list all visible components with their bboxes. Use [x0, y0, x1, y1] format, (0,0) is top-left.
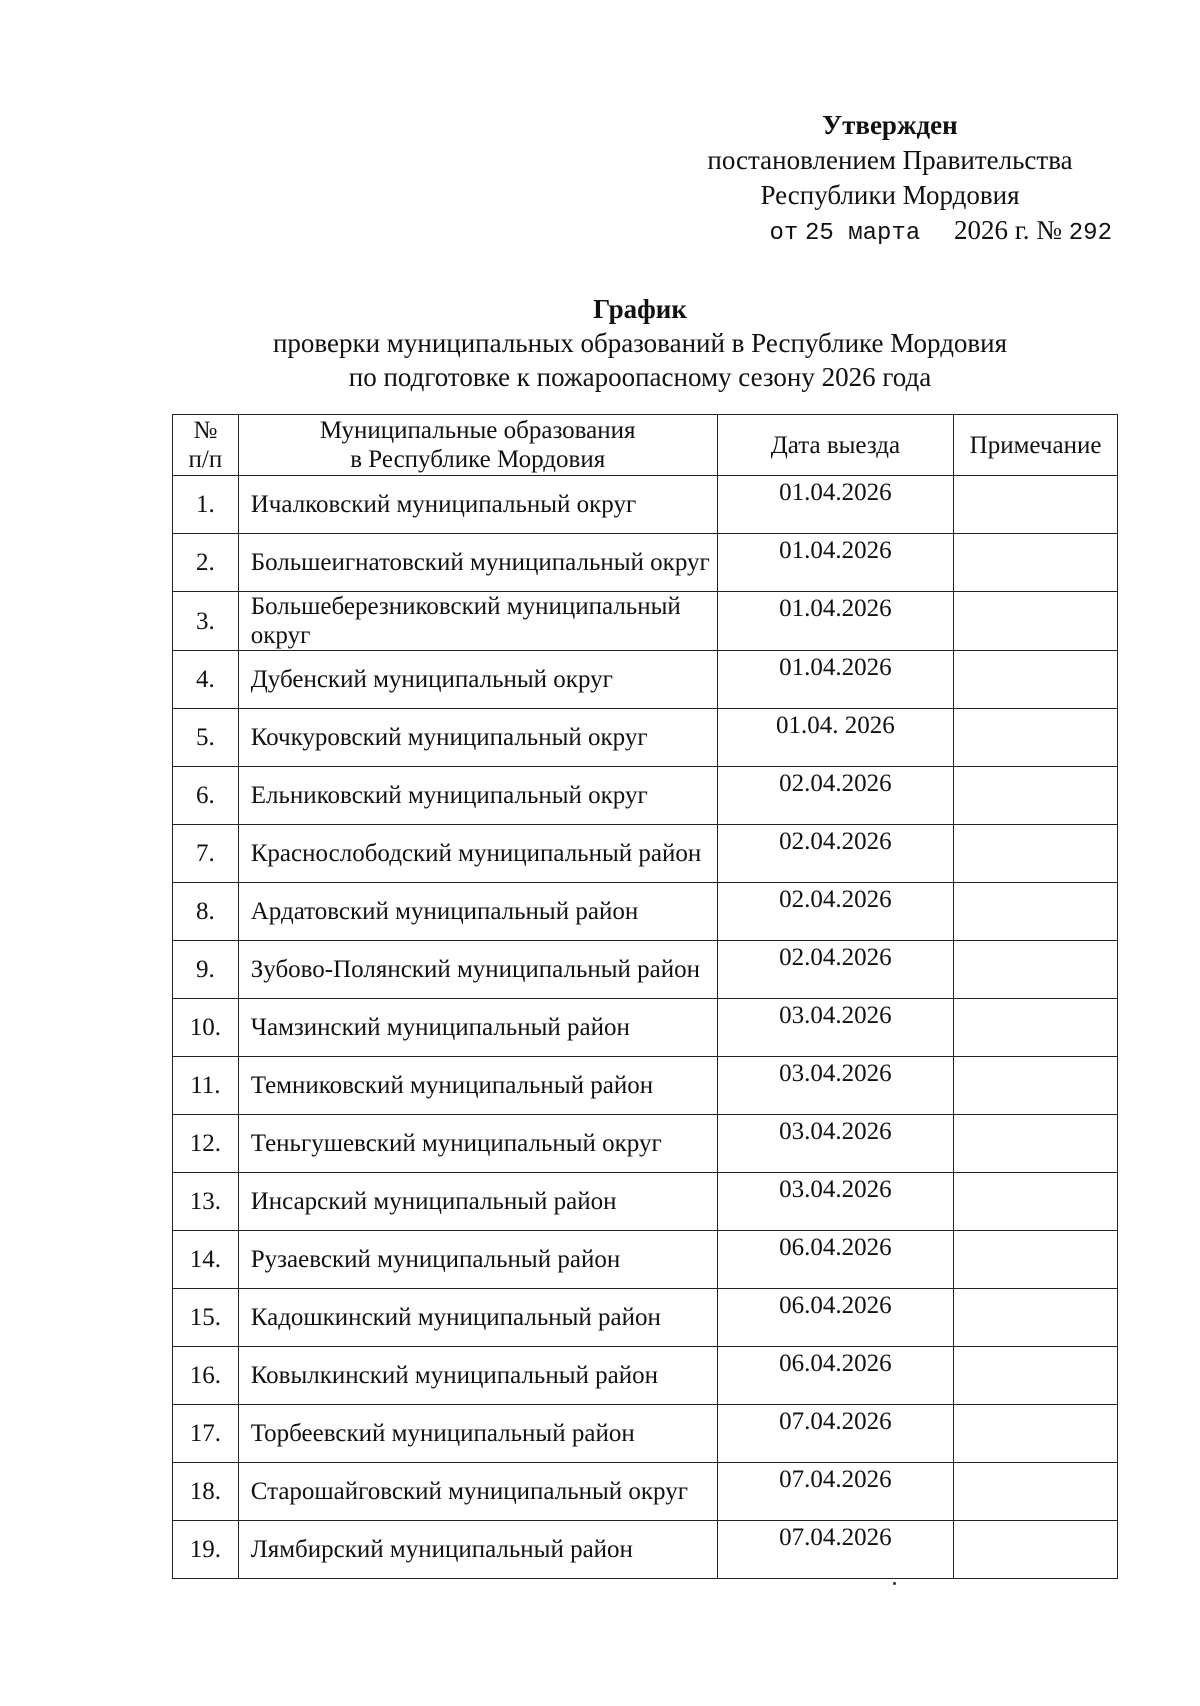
approval-line-1: постановлением Правительства [707, 145, 1073, 175]
row-date: 06.04.2026 [717, 1347, 953, 1405]
row-note [954, 592, 1118, 651]
row-note [954, 1289, 1118, 1347]
row-date: 03.04.2026 [717, 999, 953, 1057]
approval-date-year: 2026 г. № [953, 215, 1063, 245]
row-date: 03.04.2026 [717, 1057, 953, 1115]
row-date: 06.04.2026 [717, 1289, 953, 1347]
table-row [173, 476, 1118, 534]
row-note [954, 825, 1118, 883]
approval-number: 292 [1068, 220, 1112, 247]
header-number-line-2: п/п [188, 446, 223, 473]
table-row [173, 1521, 1118, 1579]
row-municipality: Старошайговский муниципальный округ [238, 1463, 717, 1521]
row-note [954, 999, 1118, 1057]
table-header-row [173, 415, 1118, 476]
table-row [173, 1057, 1118, 1115]
row-number: 5. [173, 709, 239, 767]
row-number: 1. [173, 476, 239, 534]
inspection-schedule-table [172, 414, 1118, 1579]
row-number: 10. [173, 999, 239, 1057]
row-municipality: Теньгушевский муниципальный округ [238, 1115, 717, 1173]
approval-line-2: Республики Мордовия [760, 180, 1020, 210]
row-municipality: Темниковский муниципальный район [238, 1057, 717, 1115]
row-number: 15. [173, 1289, 239, 1347]
row-municipality: Краснослободский муниципальный район [238, 825, 717, 883]
table-row [173, 1347, 1118, 1405]
row-municipality: Инсарский муниципальный район [238, 1173, 717, 1231]
row-municipality: Зубово-Полянский муниципальный район [238, 941, 717, 999]
row-date: 03.04.2026 [717, 1173, 953, 1231]
row-municipality: Ичалковский муниципальный округ [238, 476, 717, 534]
table-row [173, 1405, 1118, 1463]
table-row [173, 651, 1118, 709]
row-municipality: Дубенский муниципальный округ [238, 651, 717, 709]
row-municipality: Ардатовский муниципальный район [238, 883, 717, 941]
row-number: 2. [173, 534, 239, 592]
row-municipality: Рузаевский муниципальный район [238, 1231, 717, 1289]
table-header [173, 415, 1118, 476]
document-subtitle-line-2: по подготовке к пожароопасному сезону 2026 года [348, 362, 932, 392]
document-heading [160, 292, 1120, 394]
row-number: 13. [173, 1173, 239, 1231]
row-note [954, 1173, 1118, 1231]
scan-dot [893, 1582, 896, 1585]
table-row [173, 534, 1118, 592]
row-note [954, 1405, 1118, 1463]
row-number: 18. [173, 1463, 239, 1521]
row-note [954, 1231, 1118, 1289]
row-date: 01.04.2026 [717, 476, 953, 534]
row-date: 01.04.2026 [717, 534, 953, 592]
header-note: Примечание [954, 415, 1118, 476]
table-row [173, 941, 1118, 999]
row-date: 03.04.2026 [717, 1115, 953, 1173]
table-body [173, 476, 1118, 1579]
approval-title: Утвержден [822, 110, 958, 140]
table-row [173, 709, 1118, 767]
row-number: 17. [173, 1405, 239, 1463]
row-note [954, 941, 1118, 999]
row-note [954, 1057, 1118, 1115]
row-date: 02.04.2026 [717, 883, 953, 941]
table-row [173, 1231, 1118, 1289]
row-number: 3. [173, 592, 239, 651]
row-date: 02.04.2026 [717, 941, 953, 999]
row-number: 7. [173, 825, 239, 883]
row-number: 8. [173, 883, 239, 941]
row-note [954, 476, 1118, 534]
row-note [954, 651, 1118, 709]
row-number: 19. [173, 1521, 239, 1579]
row-municipality: Лямбирский муниципальный район [238, 1521, 717, 1579]
row-municipality: Чамзинский муниципальный район [238, 999, 717, 1057]
row-date: 02.04.2026 [717, 825, 953, 883]
approval-block [660, 108, 1120, 251]
row-municipality: Кадошкинский муниципальный район [238, 1289, 717, 1347]
document-subtitle-line-1: проверки муниципальных образований в Республике Мордовия [272, 328, 1008, 358]
row-date: 06.04.2026 [717, 1231, 953, 1289]
table-row [173, 592, 1118, 651]
row-municipality: Кочкуровский муниципальный округ [238, 709, 717, 767]
row-date: 07.04.2026 [717, 1521, 953, 1579]
table-row [173, 1289, 1118, 1347]
row-note [954, 534, 1118, 592]
row-note [954, 1521, 1118, 1579]
row-note [954, 1463, 1118, 1521]
approval-date-line [660, 213, 1120, 251]
row-municipality: Торбеевский муниципальный район [238, 1405, 717, 1463]
table-row [173, 825, 1118, 883]
table-row [173, 1463, 1118, 1521]
row-note [954, 1115, 1118, 1173]
header-municipality [238, 415, 717, 476]
row-note [954, 767, 1118, 825]
row-note [954, 1347, 1118, 1405]
row-date: 01.04.2026 [717, 592, 953, 651]
row-note [954, 709, 1118, 767]
approval-date-day-month: 25 марта [805, 220, 921, 247]
document-title: График [593, 294, 687, 324]
row-municipality: Большеигнатовский муниципальный округ [238, 534, 717, 592]
row-number: 4. [173, 651, 239, 709]
header-number [173, 415, 239, 476]
row-municipality: Большеберезниковский муниципальный округ [238, 592, 717, 651]
row-number: 6. [173, 767, 239, 825]
row-note [954, 883, 1118, 941]
row-date: 07.04.2026 [717, 1405, 953, 1463]
header-number-line-1: № [193, 417, 218, 444]
approval-date-prefix: от [769, 220, 799, 247]
row-date: 02.04.2026 [717, 767, 953, 825]
row-date: 07.04.2026 [717, 1463, 953, 1521]
row-municipality: Ковылкинский муниципальный район [238, 1347, 717, 1405]
row-number: 9. [173, 941, 239, 999]
row-number: 14. [173, 1231, 239, 1289]
row-number: 11. [173, 1057, 239, 1115]
table-row [173, 1115, 1118, 1173]
row-municipality: Ельниковский муниципальный округ [238, 767, 717, 825]
row-date: 01.04. 2026 [717, 709, 953, 767]
row-date: 01.04.2026 [717, 651, 953, 709]
header-municipality-line-1: Муниципальные образования [319, 417, 636, 444]
header-municipality-line-2: в Республике Мордовия [350, 446, 606, 473]
row-number: 12. [173, 1115, 239, 1173]
table-row [173, 883, 1118, 941]
table-row [173, 999, 1118, 1057]
table-row [173, 767, 1118, 825]
header-date: Дата выезда [717, 415, 953, 476]
table-row [173, 1173, 1118, 1231]
row-number: 16. [173, 1347, 239, 1405]
